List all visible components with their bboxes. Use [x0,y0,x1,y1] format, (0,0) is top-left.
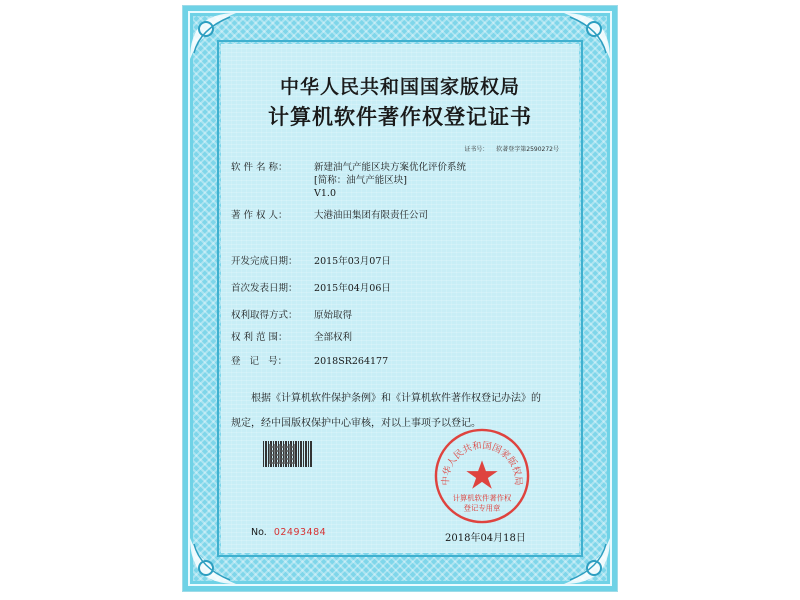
copyright-owner-value: 大港油田集团有限责任公司 [314,210,429,221]
scope-row [231,331,352,344]
software-name-line: [简称：油气产能区块] [314,175,407,186]
certificate-number [464,144,559,153]
acquisition-value: 原始取得 [314,310,353,321]
scope-label: 权 利 范 围： [231,332,288,343]
seal-ring-text: 中华人民共和国国家版权局 [440,440,524,486]
dev-completion-label: 开发完成日期： [231,256,298,267]
software-name-value [314,161,466,200]
official-seal [433,427,531,525]
dev-completion-value: 2015年03月07日 [314,256,391,267]
software-name-line: V1.0 [314,188,336,199]
first-publish-row [231,282,391,295]
serial-value: 02493484 [273,527,327,538]
copyright-owner-label: 著 作 权 人： [231,210,288,221]
acquisition-row [231,309,352,322]
acquisition-label: 权利取得方式： [231,310,298,321]
certificate [183,6,617,591]
certificate-title: 计算机软件著作权登记证书 [268,104,532,129]
statement-line-2: 规定，经中国版权保护中心审核，对以上事项予以登记。 [231,418,481,429]
serial-label: No. [251,527,267,538]
issuer-title: 中华人民共和国国家版权局 [279,76,520,98]
seal-star-icon [466,460,497,488]
certificate-number-value: 软著登字第2590272号 [496,146,559,153]
software-name-line: 新建油气产能区块方案优化评价系统 [314,162,467,173]
serial-number [251,527,326,538]
issue-date: 2018年04月18日 [445,533,526,544]
barcode-pattern [269,444,295,464]
first-publish-value: 2015年04月06日 [314,283,391,294]
registration-row [231,355,388,368]
statement-line-1: 根据《计算机软件保护条例》和《计算机软件著作权登记办法》的 [251,393,541,404]
first-publish-label: 首次发表日期： [231,283,298,294]
certificate-content [183,6,617,591]
software-name-row [231,161,466,200]
scope-value: 全部权利 [314,332,353,343]
dev-completion-row [231,255,391,268]
software-name-label: 软 件 名 称： [231,162,288,173]
seal-line-1: 计算机软件著作权 [452,493,512,503]
registration-label: 登 记 号： [231,356,288,367]
seal-line-2: 登记专用章 [463,503,501,513]
copyright-owner-row [231,209,428,222]
registration-value: 2018SR264177 [314,356,389,367]
certificate-number-label: 证书号： [464,146,489,153]
